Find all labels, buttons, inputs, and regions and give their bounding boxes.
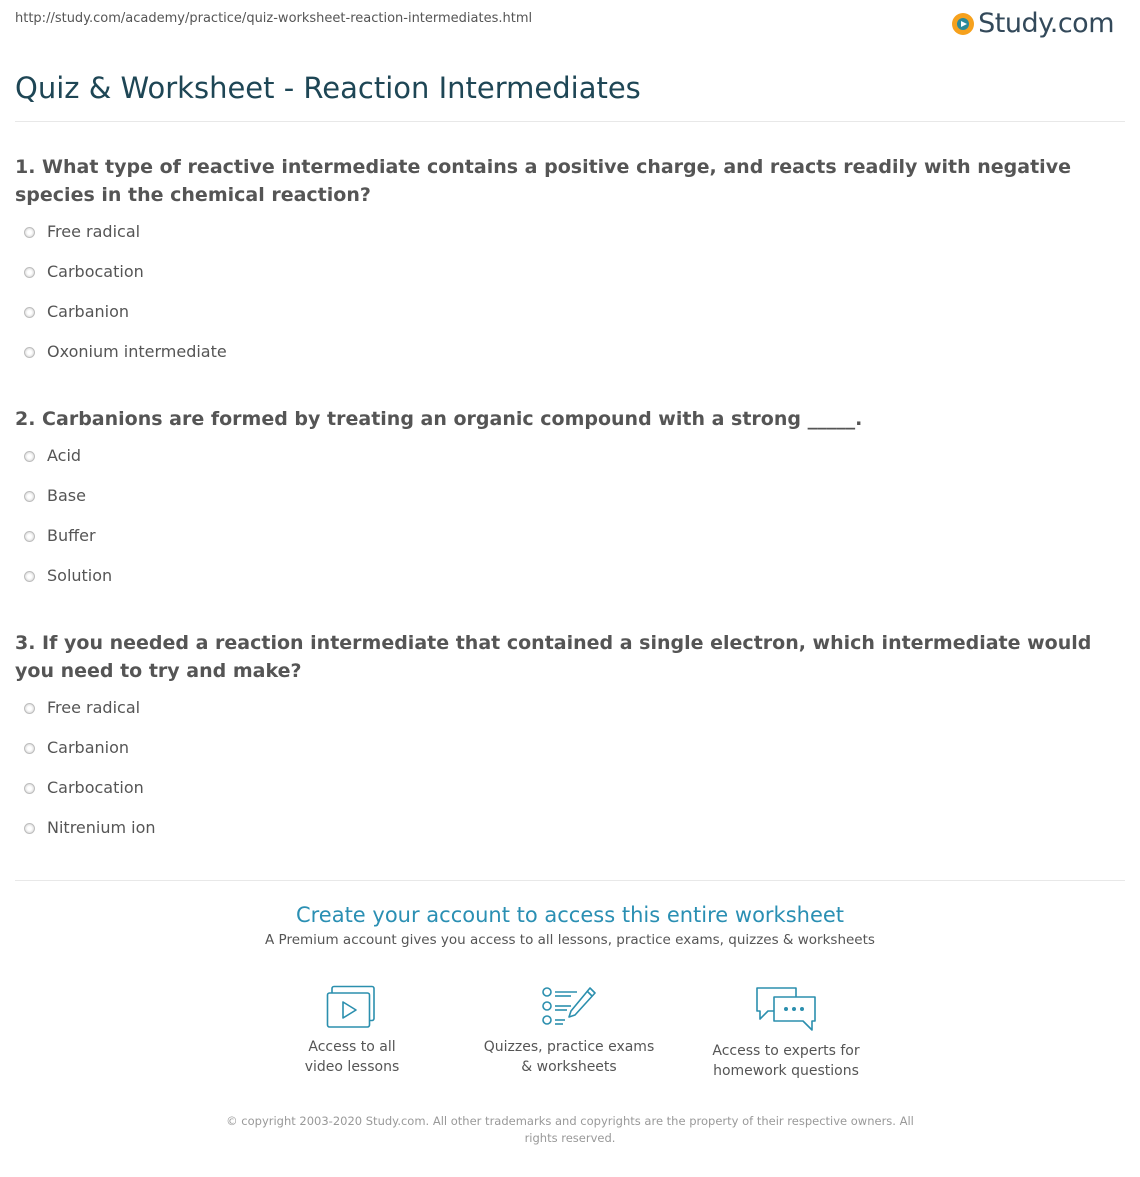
- answer-options: [15, 446, 1125, 606]
- answer-option[interactable]: [15, 262, 1125, 302]
- radio-button[interactable]: [24, 307, 35, 318]
- feature-experts: [686, 985, 886, 1081]
- section-divider: [15, 880, 1125, 881]
- logo-text: Study.com: [978, 8, 1114, 39]
- feature-label-line: Access to all: [308, 1039, 396, 1055]
- study-logo[interactable]: [952, 8, 1114, 39]
- copyright-notice: © copyright 2003-2020 Study.com. All other trademarks and copyrights are the property of their respective owners. All rights reserved.: [226, 1114, 914, 1145]
- answer-option[interactable]: [15, 222, 1125, 262]
- feature-quizzes: [469, 985, 669, 1077]
- option-label: Free radical: [47, 222, 141, 241]
- radio-button[interactable]: [24, 227, 35, 238]
- cta-subtitle: A Premium account gives you access to all lessons, practice exams, quizzes & worksheets: [265, 932, 875, 948]
- option-label: Carbocation: [47, 778, 144, 797]
- answer-option[interactable]: [15, 738, 1125, 778]
- premium-features: [0, 985, 1140, 1095]
- answer-option[interactable]: [15, 486, 1125, 526]
- option-label: Nitrenium ion: [47, 818, 156, 837]
- option-label: Free radical: [47, 698, 141, 717]
- option-label: Oxonium intermediate: [47, 342, 227, 361]
- feature-label-line: video lessons: [304, 1059, 400, 1075]
- question-text: 1. What type of reactive intermediate contains a positive charge, and reacts readily with negative species in the chemical reaction?: [15, 156, 1071, 206]
- question-text: 3. If you needed a reaction intermediate that contained a single electron, which intermediate would you need to try and make?: [15, 632, 1092, 682]
- option-label: Acid: [47, 446, 82, 465]
- radio-button[interactable]: [24, 267, 35, 278]
- option-label: Carbanion: [47, 738, 130, 757]
- answer-option[interactable]: [15, 778, 1125, 818]
- answer-option[interactable]: [15, 302, 1125, 342]
- feature-video-lessons: [252, 985, 452, 1077]
- radio-button[interactable]: [24, 783, 35, 794]
- option-label: Carbocation: [47, 262, 144, 281]
- radio-button[interactable]: [24, 571, 35, 582]
- radio-button[interactable]: [24, 823, 35, 834]
- answer-option[interactable]: [15, 698, 1125, 738]
- feature-label: [252, 1037, 452, 1077]
- signup-cta: [0, 903, 1140, 948]
- radio-button[interactable]: [24, 491, 35, 502]
- question-3: [15, 629, 1125, 858]
- radio-button[interactable]: [24, 743, 35, 754]
- cta-title-link[interactable]: Create your account to access this entire worksheet: [295, 903, 845, 927]
- title-divider: [15, 121, 1125, 122]
- answer-options: [15, 698, 1125, 858]
- video-lessons-icon: [326, 985, 378, 1029]
- feature-label-line: Access to experts for: [712, 1043, 860, 1059]
- feature-label-line: homework questions: [713, 1063, 859, 1079]
- radio-button[interactable]: [24, 347, 35, 358]
- option-label: Solution: [47, 566, 113, 585]
- feature-label: [686, 1041, 886, 1081]
- answer-option[interactable]: [15, 566, 1125, 606]
- question-1: [15, 153, 1125, 382]
- feature-label-line: Quizzes, practice exams: [483, 1039, 655, 1055]
- feature-label-line: & worksheets: [521, 1059, 617, 1075]
- answer-option[interactable]: [15, 526, 1125, 566]
- option-label: Buffer: [47, 526, 96, 545]
- quiz-checklist-icon: [541, 985, 597, 1029]
- option-label: Carbanion: [47, 302, 130, 321]
- answer-option[interactable]: [15, 818, 1125, 858]
- answer-options: [15, 222, 1125, 382]
- radio-button[interactable]: [24, 451, 35, 462]
- question-2: [15, 405, 1125, 606]
- page-title: Quiz & Worksheet - Reaction Intermediates: [15, 71, 641, 105]
- radio-button[interactable]: [24, 703, 35, 714]
- play-circle-icon: [952, 13, 974, 35]
- feature-label: [469, 1037, 669, 1077]
- option-label: Base: [47, 486, 86, 505]
- radio-button[interactable]: [24, 531, 35, 542]
- page-url: http://study.com/academy/practice/quiz-worksheet-reaction-intermediates.html: [15, 11, 533, 26]
- answer-option[interactable]: [15, 342, 1125, 382]
- answer-option[interactable]: [15, 446, 1125, 486]
- question-text: 2. Carbanions are formed by treating an organic compound with a strong _____.: [15, 408, 863, 430]
- chat-bubbles-icon: [754, 985, 818, 1033]
